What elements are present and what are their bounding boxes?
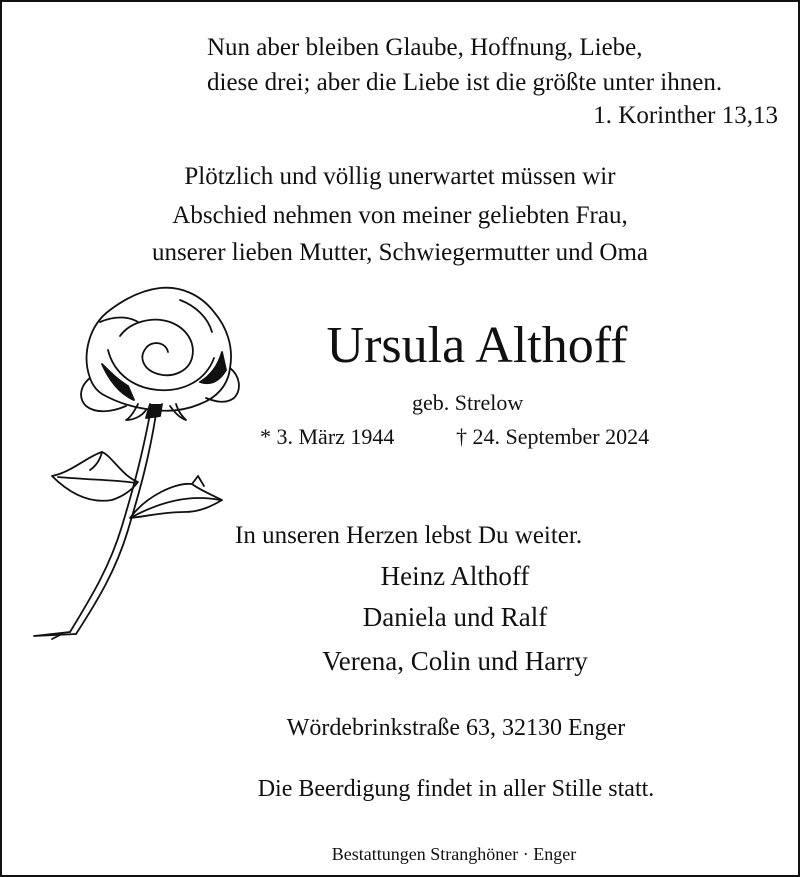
birth-date: * 3. März 1944	[260, 424, 395, 449]
intro-line-1: Plötzlich und völlig unerwartet müssen wir	[184, 163, 616, 190]
verse-reference: 1. Korinther 13,13	[593, 102, 778, 129]
footer: Bestattungen Stranghöner · Enger	[331, 844, 577, 864]
closing-line: In unseren Herzen lebst Du weiter.	[235, 522, 583, 549]
death-date: † 24. September 2024	[456, 424, 650, 449]
funeral-note: Die Beerdigung findet in aller Stille statt.	[257, 776, 655, 802]
intro-line-3: unserer lieben Mutter, Schwiegermutter und Oma	[151, 239, 649, 266]
mourner-2: Daniela und Ralf	[362, 602, 548, 632]
deceased-name: Ursula Althoff	[326, 317, 628, 374]
verse-line-1: Nun aber bleiben Glaube, Hoffnung, Liebe,	[207, 34, 643, 61]
verse-line-2: diese drei; aber die Liebe ist die größte unter ihnen.	[207, 69, 723, 96]
rose-icon	[30, 286, 252, 642]
intro-line-2: Abschied nehmen von meiner geliebten Frau,	[172, 202, 628, 229]
address: Wördebrinkstraße 63, 32130 Enger	[286, 715, 626, 741]
maiden-name: geb. Strelow	[412, 390, 524, 415]
mourner-1: Heinz Althoff	[380, 561, 530, 591]
mourner-3: Verena, Colin und Harry	[322, 646, 588, 676]
